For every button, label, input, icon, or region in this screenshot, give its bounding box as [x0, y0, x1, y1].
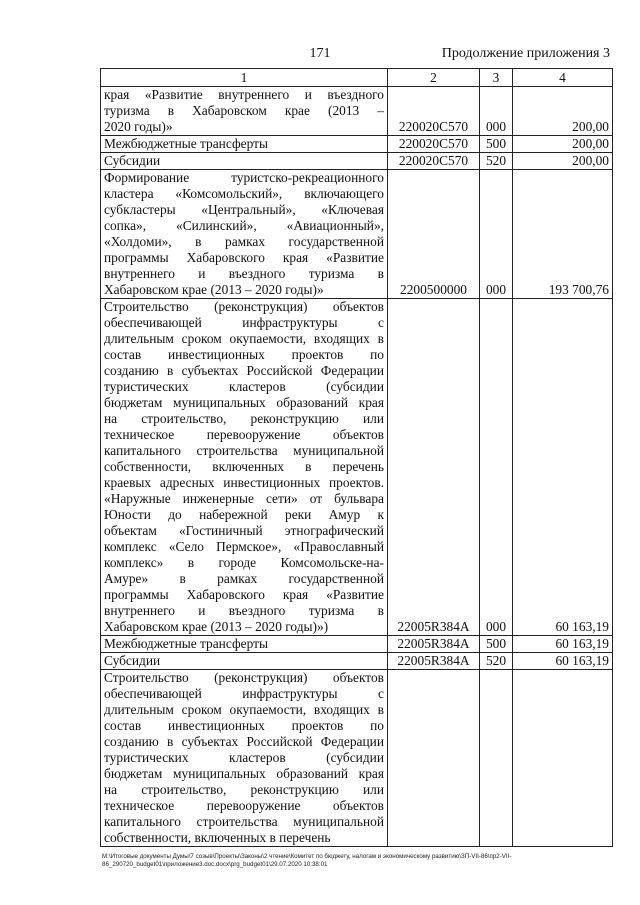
description-line: техническое перевооружение объектов [104, 798, 384, 813]
header-cell: 1 [101, 69, 388, 87]
table-row [101, 136, 613, 153]
description-line: Строительство (реконструкция) объектов [104, 299, 384, 314]
description-line: Амуре» в рамках государственной [104, 571, 384, 586]
row-description [101, 136, 388, 153]
table-row [101, 170, 613, 299]
description-line: Юности до набережной реки Амур к [104, 507, 384, 522]
page-number: 171 [309, 46, 331, 61]
description-line: Хабаровском крае (2013 – 2020 годы)») [104, 619, 329, 634]
expense-type-code [480, 670, 513, 847]
description-line: края «Развитие внутреннего и въездного [104, 87, 384, 102]
target-article-code [388, 670, 480, 847]
row-description [101, 299, 388, 636]
description-line: капитального строительства муниципальной [104, 443, 384, 458]
row-description [101, 653, 388, 670]
description-line: Субсидии [104, 653, 161, 668]
description-line: комплекс» в городе Комсомольске-на- [104, 555, 384, 570]
description-line: туризма в Хабаровском крае (2013 – [104, 103, 384, 118]
description-line: на строительство, реконструкцию или [104, 782, 384, 797]
description-line: кластера «Комсомольский», включающего [104, 186, 384, 201]
amount-value: 200,00 [513, 136, 613, 153]
table-header-row [101, 69, 613, 87]
target-article-code: 220020C570 [388, 153, 480, 170]
amount-value: 60 163,19 [513, 636, 613, 653]
expense-type-code: 520 [480, 153, 513, 170]
table-row [101, 299, 613, 636]
table-row [101, 636, 613, 653]
table-row [101, 670, 613, 847]
description-line: Межбюджетные трансферты [104, 136, 268, 151]
description-line: обеспечивающей инфраструктуры с [104, 686, 384, 701]
target-article-code: 2200500000 [388, 170, 480, 299]
description-line: Строительство (реконструкция) объектов [104, 670, 384, 685]
description-line: длительным сроком окупаемости, входящих в [104, 702, 384, 717]
description-line: краевых адресных инвестиционных проектов. [104, 475, 384, 490]
description-line: длительным сроком окупаемости, входящих в [104, 331, 384, 346]
description-line: внутреннего и въездного туризма в [104, 603, 384, 618]
row-description [101, 87, 388, 136]
expense-type-code: 000 [480, 299, 513, 636]
description-line: на строительство, реконструкцию или [104, 411, 384, 426]
description-line: Формирование туристско-рекреационного [104, 170, 384, 185]
row-description [101, 670, 388, 847]
amount-value: 200,00 [513, 153, 613, 170]
target-article-code: 22005R384A [388, 299, 480, 636]
amount-value: 60 163,19 [513, 653, 613, 670]
description-line: «Наружные инженерные сети» от бульвара [104, 491, 384, 506]
description-line: бюджетам муниципальных образований края [104, 766, 384, 781]
file-path-footer: M:\Итоговые документы Думы\7 созыв\Проекты\Законы\2 чтение\Комитет по бюджету, налогам и экономическому развитию\ЗП-VII-86\пр2-VII-86_290720_budget01\приложение3.doc.docx\prg_budget01\29.07.2020 10:38:01 [102, 853, 512, 868]
header-cell: 2 [388, 69, 480, 87]
description-line: состав инвестиционных проектов по [104, 718, 384, 733]
header-cell: 3 [480, 69, 513, 87]
expense-type-code: 000 [480, 87, 513, 136]
header-cell: 4 [513, 69, 613, 87]
description-line: капитального строительства муниципальной [104, 814, 384, 829]
description-line: обеспечивающей инфраструктуры с [104, 315, 384, 330]
description-line: субкластеры «Центральный», «Ключевая [104, 202, 384, 217]
description-line: собственности, включенных в перечень [104, 459, 384, 474]
description-line: сопка», «Силинский», «Авиационный», [104, 218, 384, 233]
table-row [101, 87, 613, 136]
description-line: объектам «Гостиничный этнографический [104, 523, 384, 538]
expense-type-code: 000 [480, 170, 513, 299]
continuation-label: Продолжение приложения 3 [441, 46, 610, 61]
amount-value: 200,00 [513, 87, 613, 136]
amount-value [513, 670, 613, 847]
description-line: техническое перевооружение объектов [104, 427, 384, 442]
table-row [101, 153, 613, 170]
table-row [101, 653, 613, 670]
expense-type-code: 500 [480, 136, 513, 153]
amount-value: 60 163,19 [513, 299, 613, 636]
description-line: Субсидии [104, 153, 161, 168]
row-description [101, 636, 388, 653]
expense-type-code: 500 [480, 636, 513, 653]
budget-table [100, 68, 613, 847]
target-article-code: 220020C570 [388, 136, 480, 153]
description-line: программы Хабаровского края «Развитие [104, 587, 384, 602]
amount-value: 193 700,76 [513, 170, 613, 299]
expense-type-code: 520 [480, 653, 513, 670]
description-line: Межбюджетные трансферты [104, 636, 268, 651]
description-line: состав инвестиционных проектов по [104, 347, 384, 362]
description-line: внутреннего и въездного туризма в [104, 266, 384, 281]
description-line: бюджетам муниципальных образований края [104, 395, 384, 410]
description-line: туристических кластеров (субсидии [104, 379, 384, 394]
target-article-code: 220020C570 [388, 87, 480, 136]
description-line: 2020 годы)» [104, 119, 173, 134]
description-line: программы Хабаровского края «Развитие [104, 250, 384, 265]
description-line: созданию в субъектах Российской Федерации [104, 363, 384, 378]
target-article-code: 22005R384A [388, 653, 480, 670]
description-line: туристических кластеров (субсидии [104, 750, 384, 765]
row-description [101, 153, 388, 170]
row-description [101, 170, 388, 299]
description-line: Хабаровском крае (2013 – 2020 годы)» [104, 282, 324, 297]
description-line: комплекс «Село Пермское», «Православный [104, 539, 384, 554]
target-article-code: 22005R384A [388, 636, 480, 653]
description-line: созданию в субъектах Российской Федерации [104, 734, 384, 749]
description-line: «Холдоми», в рамках государственной [104, 234, 384, 249]
description-line: собственности, включенных в перечень [104, 830, 331, 845]
